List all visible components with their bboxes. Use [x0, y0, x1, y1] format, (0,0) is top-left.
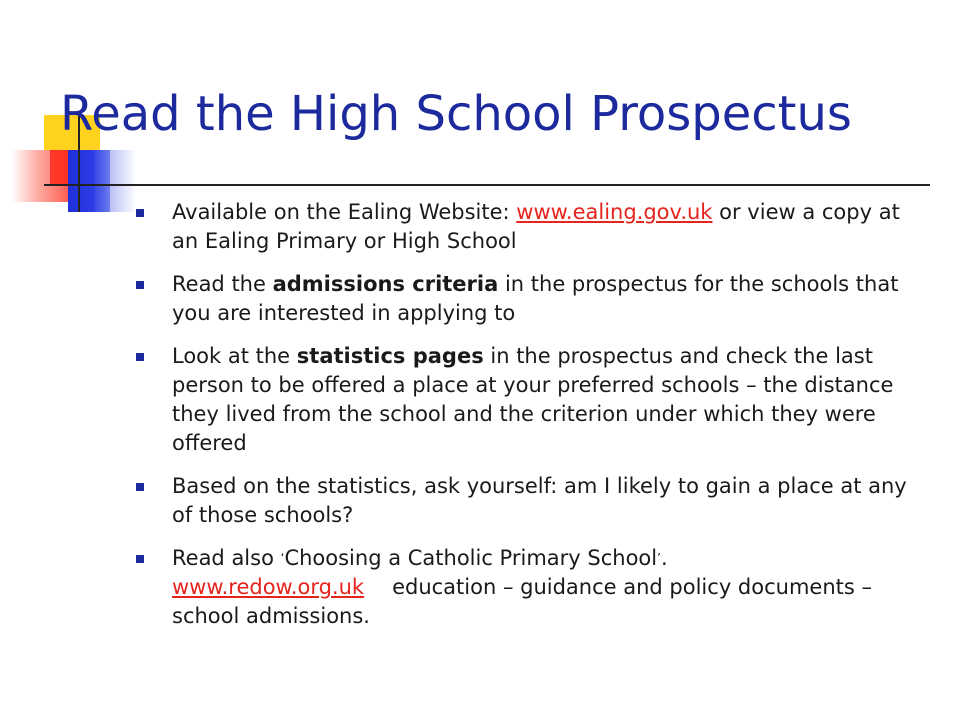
open-quote: ‘ [280, 551, 285, 565]
bullet-text: in the prospectus and check the last person to be offered a place at your preferred schools – the distance they lived from the school and the criterion under which they were offered [172, 344, 894, 455]
bullet-ealing-website [130, 198, 930, 256]
bullet-emphasis: statistics pages [296, 344, 484, 368]
bullet-square-icon [136, 209, 144, 217]
bullet-admissions-criteria [130, 270, 930, 328]
bullet-square-icon [136, 483, 144, 491]
bullet-text: Based on the statistics, ask yourself: am I likely to gain a place at any of those schools? [172, 474, 907, 527]
bullet-text: Read also [172, 546, 281, 570]
bullet-text: Read the [172, 272, 273, 296]
bullet-square-icon [136, 353, 144, 361]
bullet-text: or view a copy at an Ealing Primary or High School [172, 200, 900, 253]
bullet-text: education – guidance and policy documents – school admissions. [172, 575, 872, 628]
bullet-statistics-pages [130, 342, 930, 458]
bullet-text: Look at the [172, 344, 297, 368]
bullet-text: . [660, 546, 668, 570]
ealing-website-link[interactable]: www.ealing.gov.uk [516, 200, 713, 224]
slide-title: Read the High School Prospectus [60, 86, 852, 142]
bullet-square-icon [136, 281, 144, 289]
bullet-read-also [130, 544, 930, 631]
close-quote: ’ [657, 551, 661, 565]
bullet-list [130, 198, 930, 645]
quoted-title: Choosing a Catholic Primary School [284, 546, 658, 570]
redow-website-link[interactable]: www.redow.org.uk [172, 575, 365, 599]
bullet-text: in the prospectus for the schools that you are interested in applying to [172, 272, 899, 325]
bullet-text: Available on the Ealing Website: [172, 200, 517, 224]
bullet-ask-yourself [130, 472, 930, 530]
bullet-emphasis: admissions criteria [272, 272, 499, 296]
title-underline [44, 184, 930, 186]
bullet-square-icon [136, 555, 144, 563]
